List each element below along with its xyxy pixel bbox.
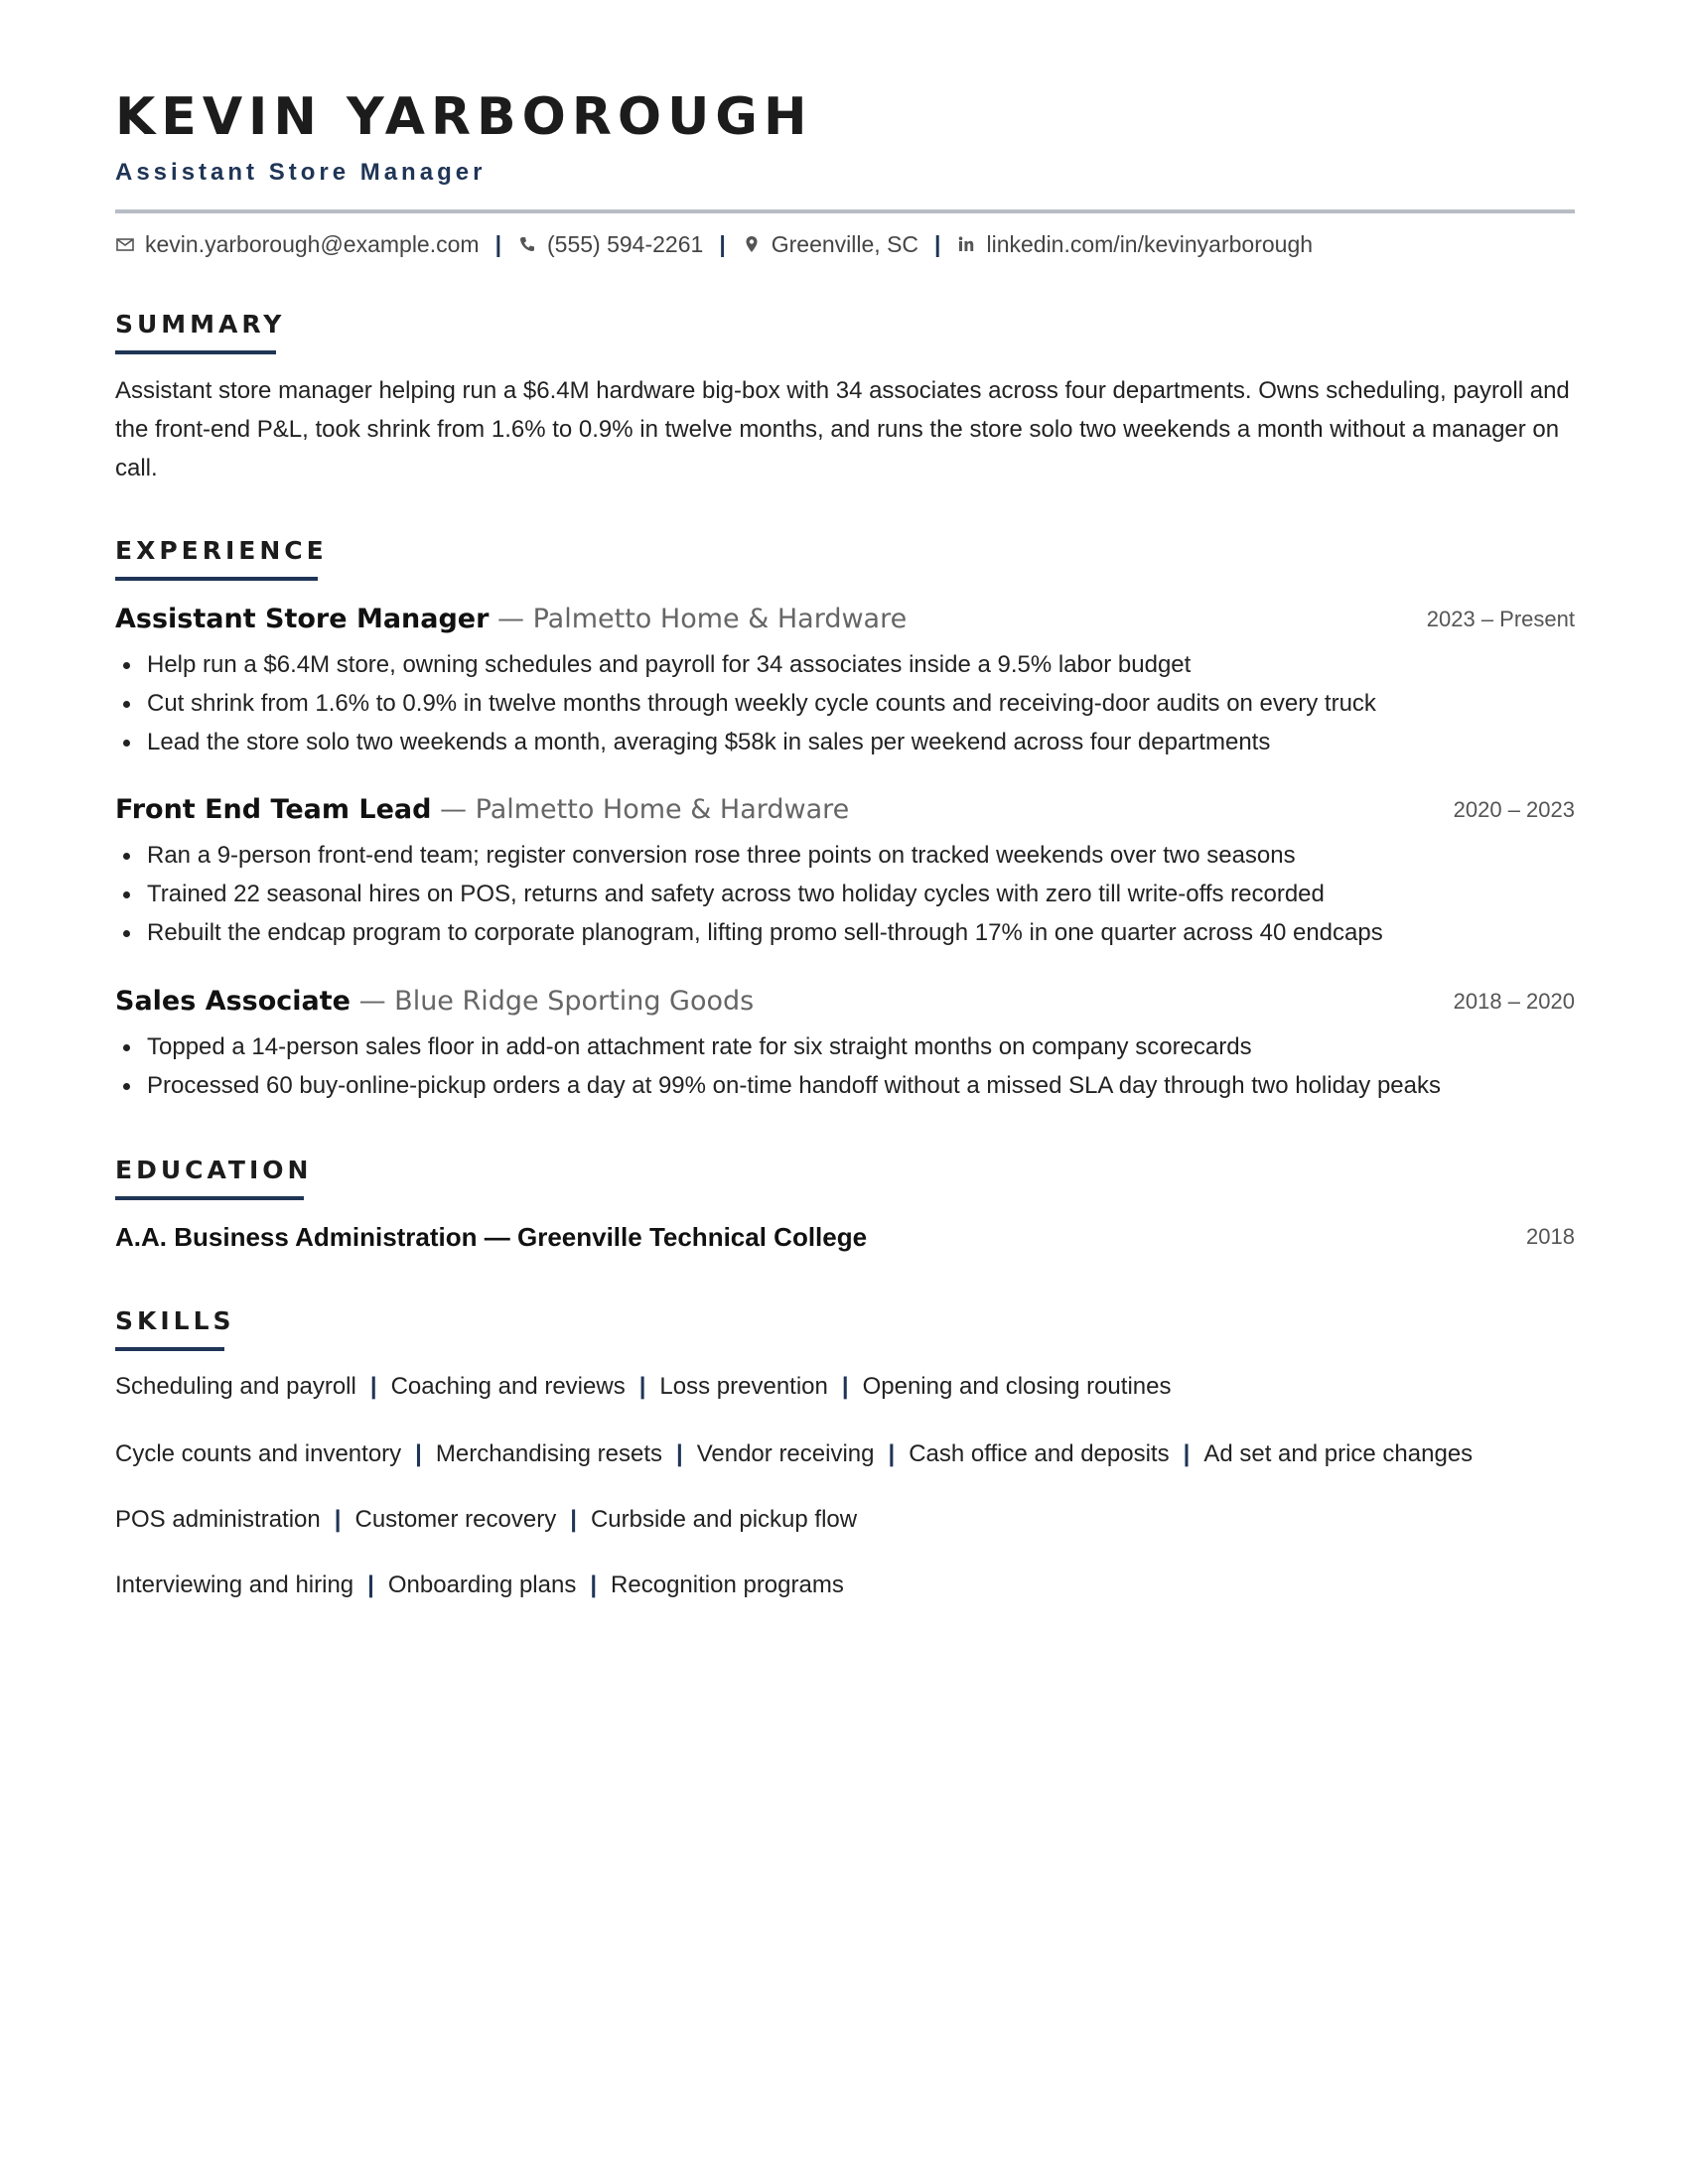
section-underline [115,577,318,581]
job-entry-header [115,984,1575,1020]
job-entry-header [115,602,1575,637]
education-entry [115,1219,1575,1260]
job-title: Sales Associate [115,986,351,1017]
job-company: — Blue Ridge Sporting Goods [351,986,755,1017]
education-date: 2018 [1526,1224,1575,1249]
section-title-experience: EXPERIENCE [115,536,328,565]
header-divider [115,209,1575,213]
section-title-summary: SUMMARY [115,310,286,339]
contact-separator: | [719,231,726,257]
contact-email-text: kevin.yarborough@example.com [145,231,480,257]
skill-item: Vendor receiving [696,1440,875,1467]
job-bullet: Rebuilt the endcap program to corporate planogram, lifting promo sell-through 17% in one quarter across 40 endcaps [147,913,1575,952]
job-bullet: Help run a $6.4M store, owning schedules and payroll for 34 associates inside a 9.5% labor budget [147,645,1575,684]
skill-item: Loss prevention [659,1373,828,1400]
contact-phone-text: (555) 594-2261 [547,231,704,257]
skill-separator: | [415,1440,422,1467]
contact-separator: | [494,231,502,257]
skills-row [115,1503,857,1537]
skill-separator: | [367,1571,374,1598]
skill-item: Cycle counts and inventory [115,1440,402,1467]
skills-row [115,1569,844,1602]
section-title-education: EDUCATION [115,1156,313,1184]
skill-separator: | [1183,1440,1191,1467]
job-bullet: Ran a 9-person front-end team; register conversion rose three points on tracked weekends over two seasons [147,836,1575,875]
job-bullets [115,836,1575,952]
linkedin-icon [956,234,976,254]
skill-item: Opening and closing routines [862,1373,1172,1400]
mail-icon [115,234,135,254]
skill-item: Curbside and pickup flow [590,1506,858,1533]
contact-linkedin[interactable] [956,228,1313,260]
education-degree: A.A. Business Administration — Greenville Technical College [115,1222,868,1252]
contact-phone[interactable] [517,228,703,260]
contact-separator: | [934,231,941,257]
section-underline [115,350,276,354]
skills-row [115,1370,1171,1404]
skill-item: Cash office and deposits [909,1440,1170,1467]
contact-location-text: Greenville, SC [771,231,919,257]
job-dates: 2020 – 2023 [1453,797,1575,822]
skill-item: Coaching and reviews [390,1373,626,1400]
job-title: Assistant Store Manager [115,604,490,634]
job-bullets [115,645,1575,761]
job-bullets [115,1027,1575,1105]
skill-item: Onboarding plans [387,1571,577,1598]
skill-separator: | [369,1373,377,1400]
skill-separator: | [675,1440,683,1467]
skills-row [115,1437,1473,1471]
skill-separator: | [888,1440,896,1467]
section-title-skills: SKILLS [115,1306,235,1335]
job-company: — Palmetto Home & Hardware [489,604,908,634]
skill-separator: | [590,1571,598,1598]
skill-item: Recognition programs [611,1571,844,1598]
skill-item: Ad set and price changes [1203,1440,1474,1467]
contact-email[interactable] [115,228,480,260]
job-bullet: Trained 22 seasonal hires on POS, returns and safety across two holiday cycles with zero till write-offs recorded [147,875,1575,913]
skill-item: Interviewing and hiring [115,1571,354,1598]
skill-separator: | [841,1373,849,1400]
candidate-role: Assistant Store Manager [115,159,487,186]
skill-separator: | [570,1506,577,1533]
summary-text: Assistant store manager helping run a $6.4M hardware big-box with 34 associates across four departments. Owns scheduling, payroll and the front-end P&L, took shrink from 1.6% to 0.9% in twelve months, and runs the store solo two weekends a month without a manager on call. [115,377,1570,481]
skill-item: Customer recovery [354,1506,557,1533]
job-bullet: Cut shrink from 1.6% to 0.9% in twelve months through weekly cycle counts and receiving-door audits on every truck [147,684,1575,723]
contact-linkedin-text: linkedin.com/in/kevinyarborough [986,231,1314,257]
skill-item: Scheduling and payroll [115,1373,356,1400]
section-underline [115,1347,224,1351]
contact-location [742,228,918,260]
job-bullet: Lead the store solo two weekends a month, averaging $58k in sales per weekend across four departments [147,723,1575,761]
job-bullet: Topped a 14-person sales floor in add-on attachment rate for six straight months on company scorecards [147,1027,1575,1066]
job-company: — Palmetto Home & Hardware [431,794,850,825]
skill-separator: | [334,1506,342,1533]
phone-icon [517,234,537,254]
candidate-name: KEVIN YARBOROUGH [115,87,813,147]
job-dates: 2018 – 2020 [1453,989,1575,1014]
skill-item: Merchandising resets [435,1440,662,1467]
job-dates: 2023 – Present [1426,607,1575,631]
skill-item: POS administration [115,1506,321,1533]
contact-bar [115,228,1313,260]
location-pin-icon [742,234,762,254]
skill-separator: | [638,1373,646,1400]
job-entry-header [115,792,1575,828]
job-bullet: Processed 60 buy-online-pickup orders a day at 99% on-time handoff without a missed SLA day through two holiday peaks [147,1066,1575,1105]
job-title: Front End Team Lead [115,794,432,825]
section-underline [115,1196,304,1200]
